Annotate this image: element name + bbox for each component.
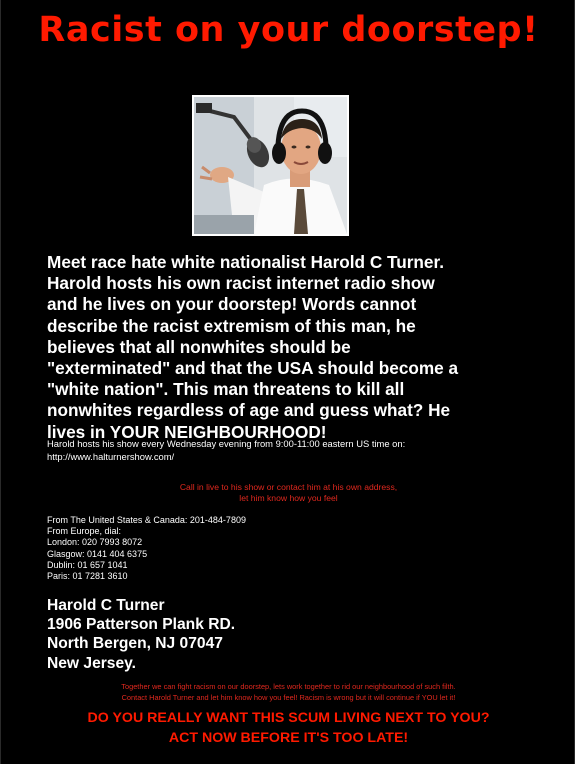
intro-line: describe the racist extremism of this man, he <box>47 315 416 336</box>
closing-note <box>1 682 575 703</box>
intro-line: "white nation". This man threatens to kill all <box>47 379 405 400</box>
show-url: http://www.halturnershow.com/ <box>47 451 175 462</box>
intro-line: Meet race hate white nationalist Harold C Turner. <box>47 252 444 272</box>
intro-line: lives in YOUR NEIGHBOURHOOD! <box>47 421 327 442</box>
phone-line-paris: Paris: 01 7281 3610 <box>47 571 128 582</box>
address-street: 1906 Patterson Plank RD. <box>47 616 236 634</box>
closing-line: Together we can fight racism on our doorstep, lets work together to rid our neighbourhood of such filth. <box>121 682 456 691</box>
call-in-line: Call in live to his show or contact him at his own address, <box>179 482 398 492</box>
phone-line-dublin: Dublin: 01 657 1041 <box>47 559 128 570</box>
intro-line: Harold hosts his own racist internet radio show <box>47 273 435 294</box>
schedule-text: Harold hosts his show every Wednesday evening from 9:00-11:00 eastern US time on: <box>47 438 406 449</box>
radio-host-illustration <box>194 97 347 234</box>
flyer-title: Racist on your doorstep! <box>38 10 539 50</box>
address-state: New Jersey. <box>47 654 137 672</box>
radio-host-photo <box>192 95 349 236</box>
phone-numbers <box>47 515 447 582</box>
closing-line: Contact Harold Turner and let him know how you feel! Racism is wrong but it will continue if YOU let it! <box>121 692 456 702</box>
phone-line-glasgow: Glasgow: 0141 404 6375 <box>47 548 148 559</box>
call-in-line: let him know how you feel <box>239 493 338 503</box>
phone-line-london: London: 020 7993 8072 <box>47 537 143 548</box>
address-city: North Bergen, NJ 07047 <box>47 635 223 653</box>
call-to-action <box>1 708 575 748</box>
intro-paragraph <box>47 252 557 443</box>
call-in-note <box>1 482 575 504</box>
phone-line-us: From The United States & Canada: 201-484-7809 <box>47 515 246 525</box>
intro-line: and he lives on your doorstep! Words cannot <box>47 294 417 315</box>
postal-address <box>47 596 447 673</box>
cta-line: DO YOU REALLY WANT THIS SCUM LIVING NEXT TO YOU? <box>87 710 490 726</box>
phone-line-europe-heading: From Europe, dial: <box>47 526 122 537</box>
intro-line: "exterminated" and that the USA should become a <box>47 358 459 379</box>
address-name: Harold C Turner <box>47 597 165 614</box>
cta-line: ACT NOW BEFORE IT'S TOO LATE! <box>168 730 409 746</box>
intro-line: believes that all nonwhites should be <box>47 336 351 357</box>
intro-line: nonwhites regardless of age and guess what? He <box>47 400 451 421</box>
show-schedule <box>47 437 557 463</box>
